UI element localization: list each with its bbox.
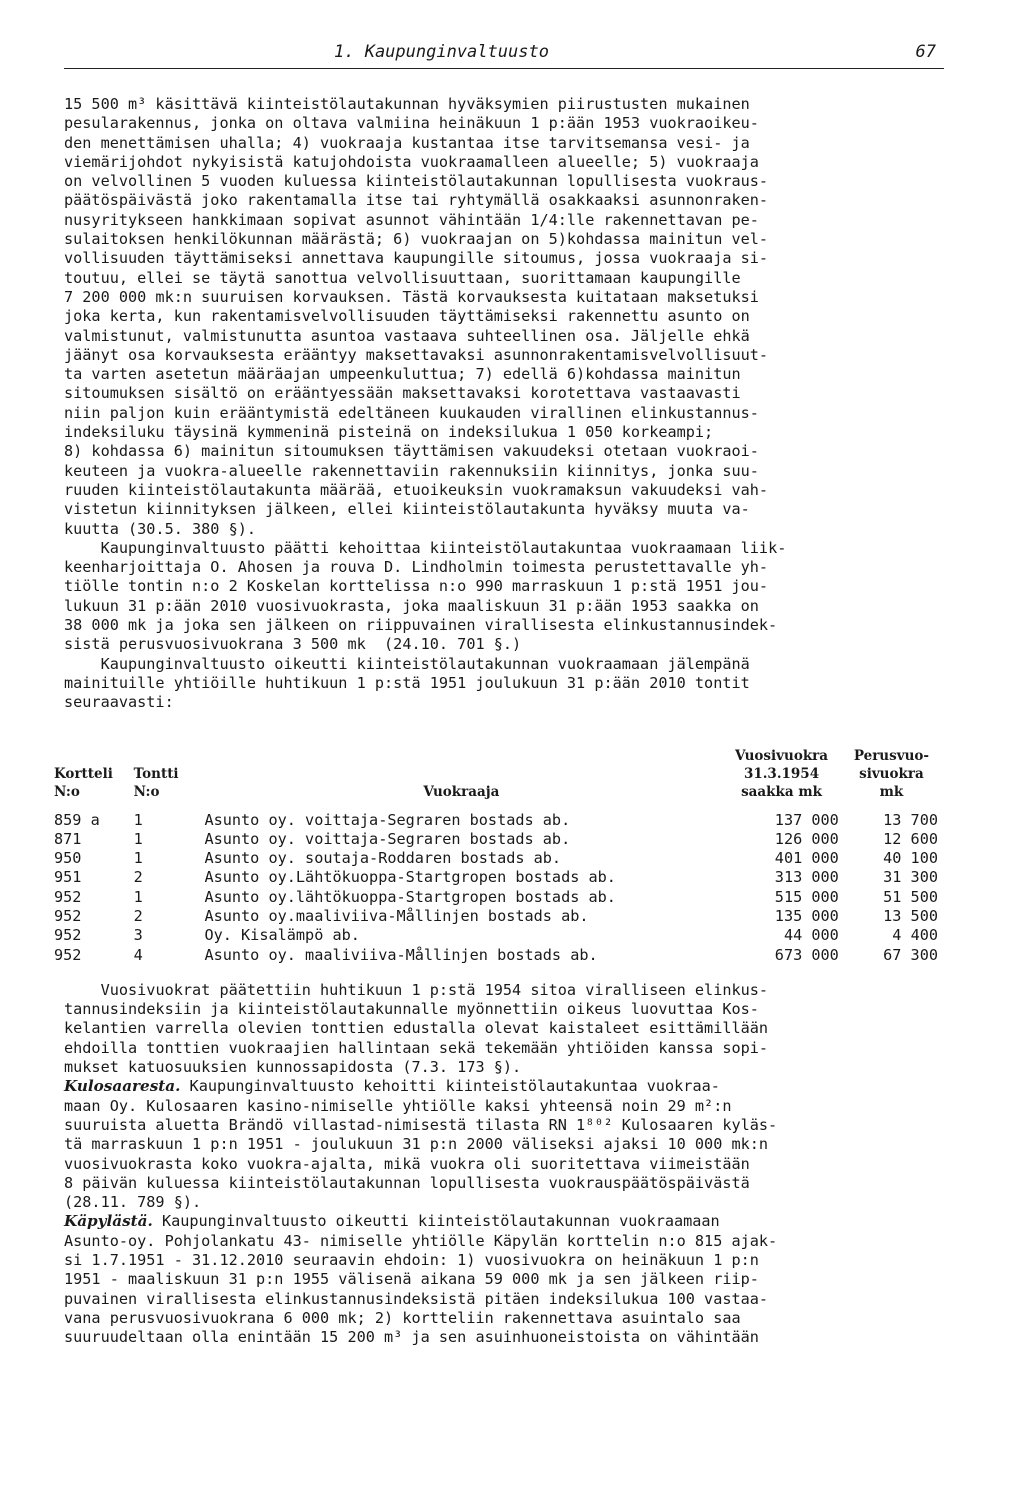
table-row: [54, 849, 944, 868]
cell-perus: 4 400: [892, 926, 938, 945]
cell-vuokraaja: Oy. Kisalämpö ab.: [204, 926, 360, 945]
cell-vuokraaja: Asunto oy.maaliviiva-Mållinjen bostads ab.: [204, 906, 589, 925]
header-perusvuosivuokra: Perusvuo- sivuokra mk: [853, 747, 929, 800]
cell-vuosivuokra: 313 000: [774, 868, 839, 887]
header-tontti: Tontti N:o: [133, 765, 179, 800]
paragraph-5-body: Kaupunginvaltuusto kehoitti kiinteistölautakuntaa vuokraa- maan Oy. Kulosaaren kasino-nimiselle yhtiölle kaksi yhteensä noin 29 m²:n suuruista aluetta Brändö villastad-nimisestä tilasta RN 1⁸⁰² Kulosaaren kyläs- tä marraskuun 1 p:n 1951 - joulukuun 31 p:n 2000 väliseksi ajaksi 10 000 mk:n vuosivuokrasta koko vuokra-ajalta, mikä vuokra oli suoritettava viimeistään 8 päivän kuluessa kiinteistölautakunnan lopullisesta vuokrauspäätöspäivästä (28.11. 789 §).: [64, 1077, 778, 1212]
cell-vuokraaja: Asunto oy. voittaja-Segraren bostads ab.: [204, 810, 571, 829]
cell-vuokraaja: Asunto oy.Lähtökuoppa-Startgropen bostads ab.: [204, 868, 616, 887]
cell-kortteli: 952: [54, 906, 82, 925]
cell-vuosivuokra: 401 000: [774, 849, 839, 868]
cell-vuokraaja: Asunto oy. maaliviiva-Mållinjen bostads ab.: [204, 945, 598, 964]
paragraph-2: Kaupunginvaltuusto päätti kehoittaa kiinteistölautakuntaa vuokraamaan liik- keenharjoittaja O. Ahosen ja rouva D. Lindholmin toimesta perustettavalle yh- tiölle tontin n:o 2 Koskelan korttelissa n:o 990 marraskuun 1 p:stä 1951 jou- lukuun 31 p:ään 2010 vuosivuokrasta, joka maaliskuun 31 p:ään 1953 saakka on 38 000 mk ja joka sen jälkeen on riippuvainen virallisesta elinkustannusindek- sistä perusvuosivuokrana 3 500 mk (24.10. 701 §.): [64, 538, 787, 654]
cell-perus: 67 300: [883, 945, 938, 964]
cell-perus: 31 300: [883, 868, 938, 887]
page-header: [64, 40, 944, 69]
cell-vuosivuokra: 44 000: [783, 926, 839, 945]
cell-tontti: 1: [133, 849, 143, 868]
cell-tontti: 4: [133, 945, 143, 964]
cell-vuosivuokra: 137 000: [774, 810, 839, 829]
section-lead-kapylasta: Käpylästä.: [64, 1212, 153, 1231]
paragraph-5: [64, 1077, 944, 1212]
table-row: [54, 888, 944, 907]
lease-table: [54, 747, 944, 965]
document-page: [54, 40, 944, 1348]
cell-kortteli: 950: [54, 849, 82, 868]
cell-perus: 51 500: [883, 887, 938, 906]
header-vuokraaja: Vuokraaja: [423, 783, 500, 800]
table-row: [54, 946, 944, 965]
table-row: [54, 926, 944, 945]
paragraph-6-body: Kaupunginvaltuusto oikeutti kiinteistölautakunnan vuokraamaan Asunto-oy. Pohjolankatu 43- nimiselle yhtiölle Käpylän korttelin n:o 815 ajak- si 1.7.1951 - 31.12.2010 seuraavin ehdoin: 1) vuosivuokra on heinäkuun 1 p:n 1951 - maaliskuun 31 p:n 1955 välisenä aikana 59 000 mk ja sen jälkeen riip- puvainen virallisesta elinkustannusindeksistä pitäen indeksilukua 100 vastaa- vana perusvuosivuokrana 6 000 mk; 2) kortteliin rakennettava asuintalo saa suuruudeltaan olla enintään 15 200 m³ ja sen asuinhuoneistoista on vähintään: [64, 1212, 778, 1347]
cell-vuosivuokra: 515 000: [774, 887, 839, 906]
table-row: [54, 830, 944, 849]
cell-vuokraaja: Asunto oy.lähtökuoppa-Startgropen bostads ab.: [204, 887, 616, 906]
running-title: 1. Kaupunginvaltuusto: [334, 42, 549, 62]
table-row: [54, 907, 944, 926]
cell-vuosivuokra: 126 000: [774, 829, 839, 848]
header-kortteli: Kortteli N:o: [54, 765, 113, 800]
cell-vuosivuokra: 673 000: [774, 945, 839, 964]
cell-perus: 12 600: [883, 829, 938, 848]
paragraph-4: Vuosivuokrat päätettiin huhtikuun 1 p:stä 1954 sitoa viralliseen elinkus- tannusindeksiin ja kiinteistölautakunnalle myönnettiin oikeus luovuttaa Kos- kelantien varrella olevien tonttien edustalla olevat kaistaleet esittämillään ehdoilla tonttien vuokraajien hallintaan sekä tekemään yhtiöiden kanssa sopi- mukset katuosuuksien kunnossapidosta (7.3. 173 §).: [64, 980, 769, 1077]
cell-perus: 13 700: [883, 810, 938, 829]
cell-vuokraaja: Asunto oy. voittaja-Segraren bostads ab.: [204, 829, 571, 848]
cell-perus: 40 100: [883, 849, 938, 868]
cell-kortteli: 859 a: [54, 810, 100, 829]
cell-vuokraaja: Asunto oy. soutaja-Roddaren bostads ab.: [204, 849, 562, 868]
cell-kortteli: 951: [54, 868, 82, 887]
cell-kortteli: 871: [54, 829, 82, 848]
cell-kortteli: 952: [54, 945, 82, 964]
table-row: [54, 811, 944, 830]
header-vuosivuokra: Vuosivuokra 31.3.1954 saakka mk: [735, 747, 829, 800]
cell-tontti: 2: [133, 868, 143, 887]
table-row: [54, 868, 944, 887]
page-number: 67: [915, 42, 936, 62]
cell-kortteli: 952: [54, 926, 82, 945]
paragraph-3: Kaupunginvaltuusto oikeutti kiinteistölautakunnan vuokraamaan jälempänä mainituille yhtiöille huhtikuun 1 p:stä 1951 joulukuun 31 p:ään 2010 tontit seuraavasti:: [64, 654, 750, 712]
paragraph-6: [64, 1212, 944, 1347]
cell-tontti: 1: [133, 810, 143, 829]
cell-tontti: 1: [133, 829, 143, 848]
cell-tontti: 3: [133, 926, 143, 945]
cell-tontti: 1: [133, 887, 143, 906]
section-lead-kulosaaresta: Kulosaaresta.: [64, 1077, 181, 1096]
cell-vuosivuokra: 135 000: [774, 906, 839, 925]
table-header-row: [54, 747, 944, 811]
paragraph-1: 15 500 m³ käsittävä kiinteistölautakunnan hyväksymien piirustusten mukainen pesularakennus, jonka on oltava valmiina heinäkuun 1 p:ään 1953 vuokraoikeu- den menettämisen uhalla; 4) vuokraaja kustantaa itse tarvitsemansa vesi- ja viemärijohdot nykyisistä katujohdoista vuokraamalleen alueelle; 5) vuokraaja on velvollinen 5 vuoden kuluessa kiinteistölautakunnan lopullisesta vuokraus- päätöspäivästä joko rakentamalla itse tai ryhtymällä osakkaaksi asunnonraken- nusyritykseen hankkimaan sopivat asunnot vähintään 1/4:lle rakennettavan pe- sulaitoksen henkilökunnan määrästä; 6) vuokraajan on 5)kohdassa mainitun vel- vollisuuden täyttämiseksi annettava kaupungille sitoumus, jossa vuokraaja si- toutuu, ellei se täytä sanottua velvollisuuttaan, suorittamaan kaupungille 7 200 000 mk:n suuruisen korvauksen. Tästä korvauksesta kuitataan maksetuksi joka kerta, kun rakentamisvelvollisuuden täyttämiseksi rakennettu asunto on valmistunut, valmistunutta asuntoa vastaava suhteellinen osa. Jäljelle ehkä jäänyt osa korvauksesta erääntyy maksettavaksi asunnonrakentamisvelvollisuut- ta varten asetetun määräajan umpeenkuluttua; 7) edellä 6)kohdassa mainitun sitoumuksen sisältö on erääntyessään maksettavaksi korotettava vastaavasti niin paljon kuin erääntymistä edeltäneen kuukauden virallinen elinkustannus- indeksiluku täysinä kymmeninä pisteinä on indeksilukua 1 050 korkeampi; 8) kohdassa 6) mainitun sitoumuksen täyttämisen vakuudeksi otetaan vuokraoi- keuteen ja vuokra-alueelle rakennettaviin rakennuksiin kiinnitys, jonka suu- ruuden kiinteistölautakunta määrää, etuoikeuksin vuokramaksun vakuudeksi vah- vistetun kiinnityksen jälkeen, ellei kiinteistölautakunta hyväksy muuta va- kuutta (30.5. 380 §).: [64, 95, 769, 538]
cell-perus: 13 500: [883, 906, 938, 925]
cell-tontti: 2: [133, 906, 143, 925]
cell-kortteli: 952: [54, 887, 82, 906]
